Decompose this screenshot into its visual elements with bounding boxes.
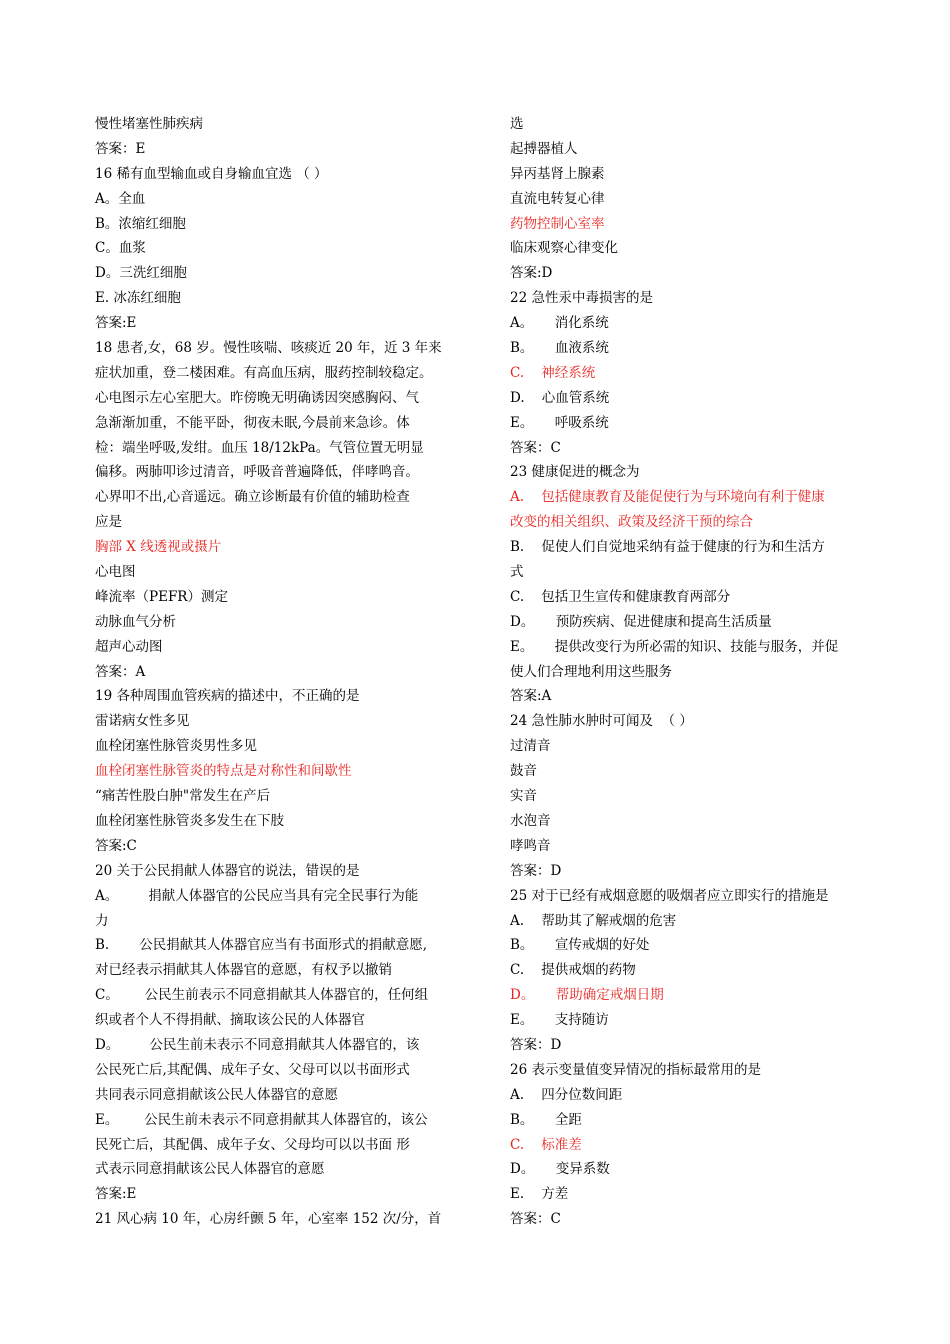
text-line: B。 宣传戒烟的好处 bbox=[510, 937, 650, 954]
left-column bbox=[95, 112, 455, 1232]
text-line: A。 捐献人体器官的公民应当具有完全民事行为能 bbox=[95, 887, 419, 904]
text-line: 血栓闭塞性脉管炎多发生在下肢 bbox=[95, 812, 284, 829]
text-line: A。全血 bbox=[95, 190, 146, 207]
text-line: 22 急性汞中毒损害的是 bbox=[510, 290, 653, 307]
text-line: 答案：C bbox=[510, 439, 561, 456]
text-line: 共同表示同意捐献该公民人体器官的意愿 bbox=[95, 1086, 338, 1103]
text-line: 式 bbox=[510, 564, 524, 581]
text-line: 答案：D bbox=[510, 1036, 562, 1053]
text-line: B。 全距 bbox=[510, 1111, 582, 1128]
text-line: 20 关于公民捐献人体器官的说法，错误的是 bbox=[95, 862, 360, 879]
text-line: 偏移。两肺叩诊过清音，呼吸音普遍降低，伴哮鸣音。 bbox=[95, 464, 419, 481]
text-line: 临床观察心律变化 bbox=[510, 240, 618, 257]
text-line: 症状加重，登二楼困难。有高血压病，服药控制较稳定。 bbox=[95, 364, 433, 381]
text-line: 16 稀有血型输血或自身输血宜选 （ ） bbox=[95, 165, 328, 182]
text-line: 雷诺病女性多见 bbox=[95, 713, 190, 730]
highlighted-answer-line: 药物控制心室率 bbox=[510, 215, 605, 232]
highlighted-answer-line: A. 包括健康教育及能促使行为与环境向有利于健康 bbox=[510, 489, 825, 506]
text-line: 心电图示左心室肥大。昨傍晚无明确诱因突感胸闷、气 bbox=[95, 389, 419, 406]
text-line: 答案:C bbox=[95, 837, 137, 854]
text-line: C. 提供戒烟的药物 bbox=[510, 962, 636, 979]
text-line: C。 公民生前表示不同意捐献其人体器官的，任何组 bbox=[95, 987, 429, 1004]
highlighted-answer-line: 胸部 X 线透视或摄片 bbox=[95, 539, 222, 556]
text-line: A. 四分位数间距 bbox=[510, 1086, 623, 1103]
text-line: E. 方差 bbox=[510, 1186, 569, 1203]
text-line: D。 公民生前未表示不同意捐献其人体器官的，该 bbox=[95, 1036, 420, 1053]
text-line: 哮鸣音 bbox=[510, 837, 551, 854]
text-line: 24 急性肺水肿时可闻及 （ ） bbox=[510, 713, 693, 730]
text-line: E. 冰冻红细胞 bbox=[95, 290, 181, 307]
text-line: 民死亡后，其配偶、成年子女、父母均可以以书面 形 bbox=[95, 1136, 410, 1153]
text-line: 对已经表示捐献其人体器官的意愿，有权予以撤销 bbox=[95, 962, 392, 979]
text-line: “痛苦性股白肿"常发生在产后 bbox=[95, 788, 271, 805]
text-line: 应是 bbox=[95, 514, 122, 531]
text-line: 选 bbox=[510, 116, 524, 132]
text-line: 18 患者,女，68 岁。慢性咳喘、咳痰近 20 年，近 3 年来 bbox=[95, 340, 442, 357]
text-line: 答案:D bbox=[510, 265, 553, 282]
text-line: 急渐渐加重，不能平卧，彻夜未眠,今晨前来急诊。体 bbox=[95, 414, 410, 431]
text-line: 起搏器植人 bbox=[510, 140, 578, 157]
text-line: C. 包括卫生宣传和健康教育两部分 bbox=[510, 588, 731, 605]
right-column bbox=[510, 112, 860, 1232]
text-line: B. 促使人们自觉地采纳有益于健康的行为和生活方 bbox=[510, 539, 825, 556]
text-line: 心电图 bbox=[95, 564, 136, 581]
text-line: 21 风心病 10 年，心房纤颤 5 年，心室率 152 次/分，首 bbox=[95, 1211, 442, 1228]
text-line: 使人们合理地利用这些服务 bbox=[510, 663, 672, 680]
text-line: A. 帮助其了解戒烟的危害 bbox=[510, 912, 677, 929]
text-line: 直流电转复心律 bbox=[510, 190, 605, 207]
text-line: 答案:A bbox=[510, 688, 552, 705]
text-line: 23 健康促进的概念为 bbox=[510, 464, 640, 481]
text-line: D。三洗红细胞 bbox=[95, 265, 187, 282]
text-line: 检：端坐呼吸,发绀。血压 18/12kPa。气管位置无明显 bbox=[95, 439, 424, 456]
text-line: 答案：C bbox=[510, 1211, 561, 1228]
highlighted-answer-line: 血栓闭塞性脉管炎的特点是对称性和间歇性 bbox=[95, 763, 352, 780]
text-line: 式表示同意捐献该公民人体器官的意愿 bbox=[95, 1161, 325, 1178]
highlighted-answer-line: C. 标准差 bbox=[510, 1136, 582, 1153]
text-line: 慢性堵塞性肺疾病 bbox=[95, 116, 203, 132]
text-line: 答案：A bbox=[95, 663, 146, 680]
text-line: 答案:E bbox=[95, 1186, 137, 1203]
highlighted-answer-line: D。 帮助确定戒烟日期 bbox=[510, 987, 664, 1004]
text-line: C。血浆 bbox=[95, 240, 146, 257]
text-line: E。 公民生前未表示不同意捐献其人体器官的，该公 bbox=[95, 1111, 428, 1128]
text-line: 超声心动图 bbox=[95, 638, 163, 655]
text-line: 过清音 bbox=[510, 738, 551, 755]
text-line: 25 对于已经有戒烟意愿的吸烟者应立即实行的措施是 bbox=[510, 887, 829, 904]
text-line: A。 消化系统 bbox=[510, 315, 609, 332]
text-line: B. 公民捐献其人体器官应当有书面形式的捐献意愿, bbox=[95, 937, 428, 954]
text-line: 水泡音 bbox=[510, 812, 551, 829]
text-line: 19 各种周围血管疾病的描述中，不正确的是 bbox=[95, 688, 360, 705]
text-line: 实音 bbox=[510, 788, 537, 805]
text-line: D. 心血管系统 bbox=[510, 389, 610, 406]
text-line: 26 表示变量值变异情况的指标最常用的是 bbox=[510, 1061, 761, 1078]
text-line: 力 bbox=[95, 912, 109, 929]
text-line: 答案:E bbox=[95, 315, 137, 332]
text-line: 动脉血气分析 bbox=[95, 613, 176, 630]
text-line: E。 提供改变行为所必需的知识、技能与服务，并促 bbox=[510, 638, 839, 655]
text-line: E。 支持随访 bbox=[510, 1012, 609, 1029]
highlighted-answer-line: C. 神经系统 bbox=[510, 364, 596, 381]
text-line: D。 变异系数 bbox=[510, 1161, 610, 1178]
text-line: 血栓闭塞性脉管炎男性多见 bbox=[95, 738, 257, 755]
text-line: 异丙基肾上腺素 bbox=[510, 165, 605, 182]
text-line: 答案：E bbox=[95, 140, 146, 157]
text-line: B。浓缩红细胞 bbox=[95, 215, 186, 232]
text-line: E。 呼吸系统 bbox=[510, 414, 609, 431]
text-line: D。 预防疾病、促进健康和提高生活质量 bbox=[510, 613, 772, 630]
text-line: 答案：D bbox=[510, 862, 562, 879]
text-line: 心界叩不出,心音遥远。确立诊断最有价值的辅助检查 bbox=[95, 489, 410, 506]
text-line: B。 血液系统 bbox=[510, 340, 609, 357]
text-line: 织或者个人不得捐献、摘取该公民的人体器官 bbox=[95, 1012, 365, 1029]
highlighted-answer-line: 改变的相关组织、政策及经济干预的综合 bbox=[510, 514, 753, 531]
text-line: 鼓音 bbox=[510, 763, 537, 780]
text-line: 峰流率（PEFR）测定 bbox=[95, 588, 228, 605]
text-line: 公民死亡后,其配偶、成年子女、父母可以以书面形式 bbox=[95, 1061, 410, 1078]
